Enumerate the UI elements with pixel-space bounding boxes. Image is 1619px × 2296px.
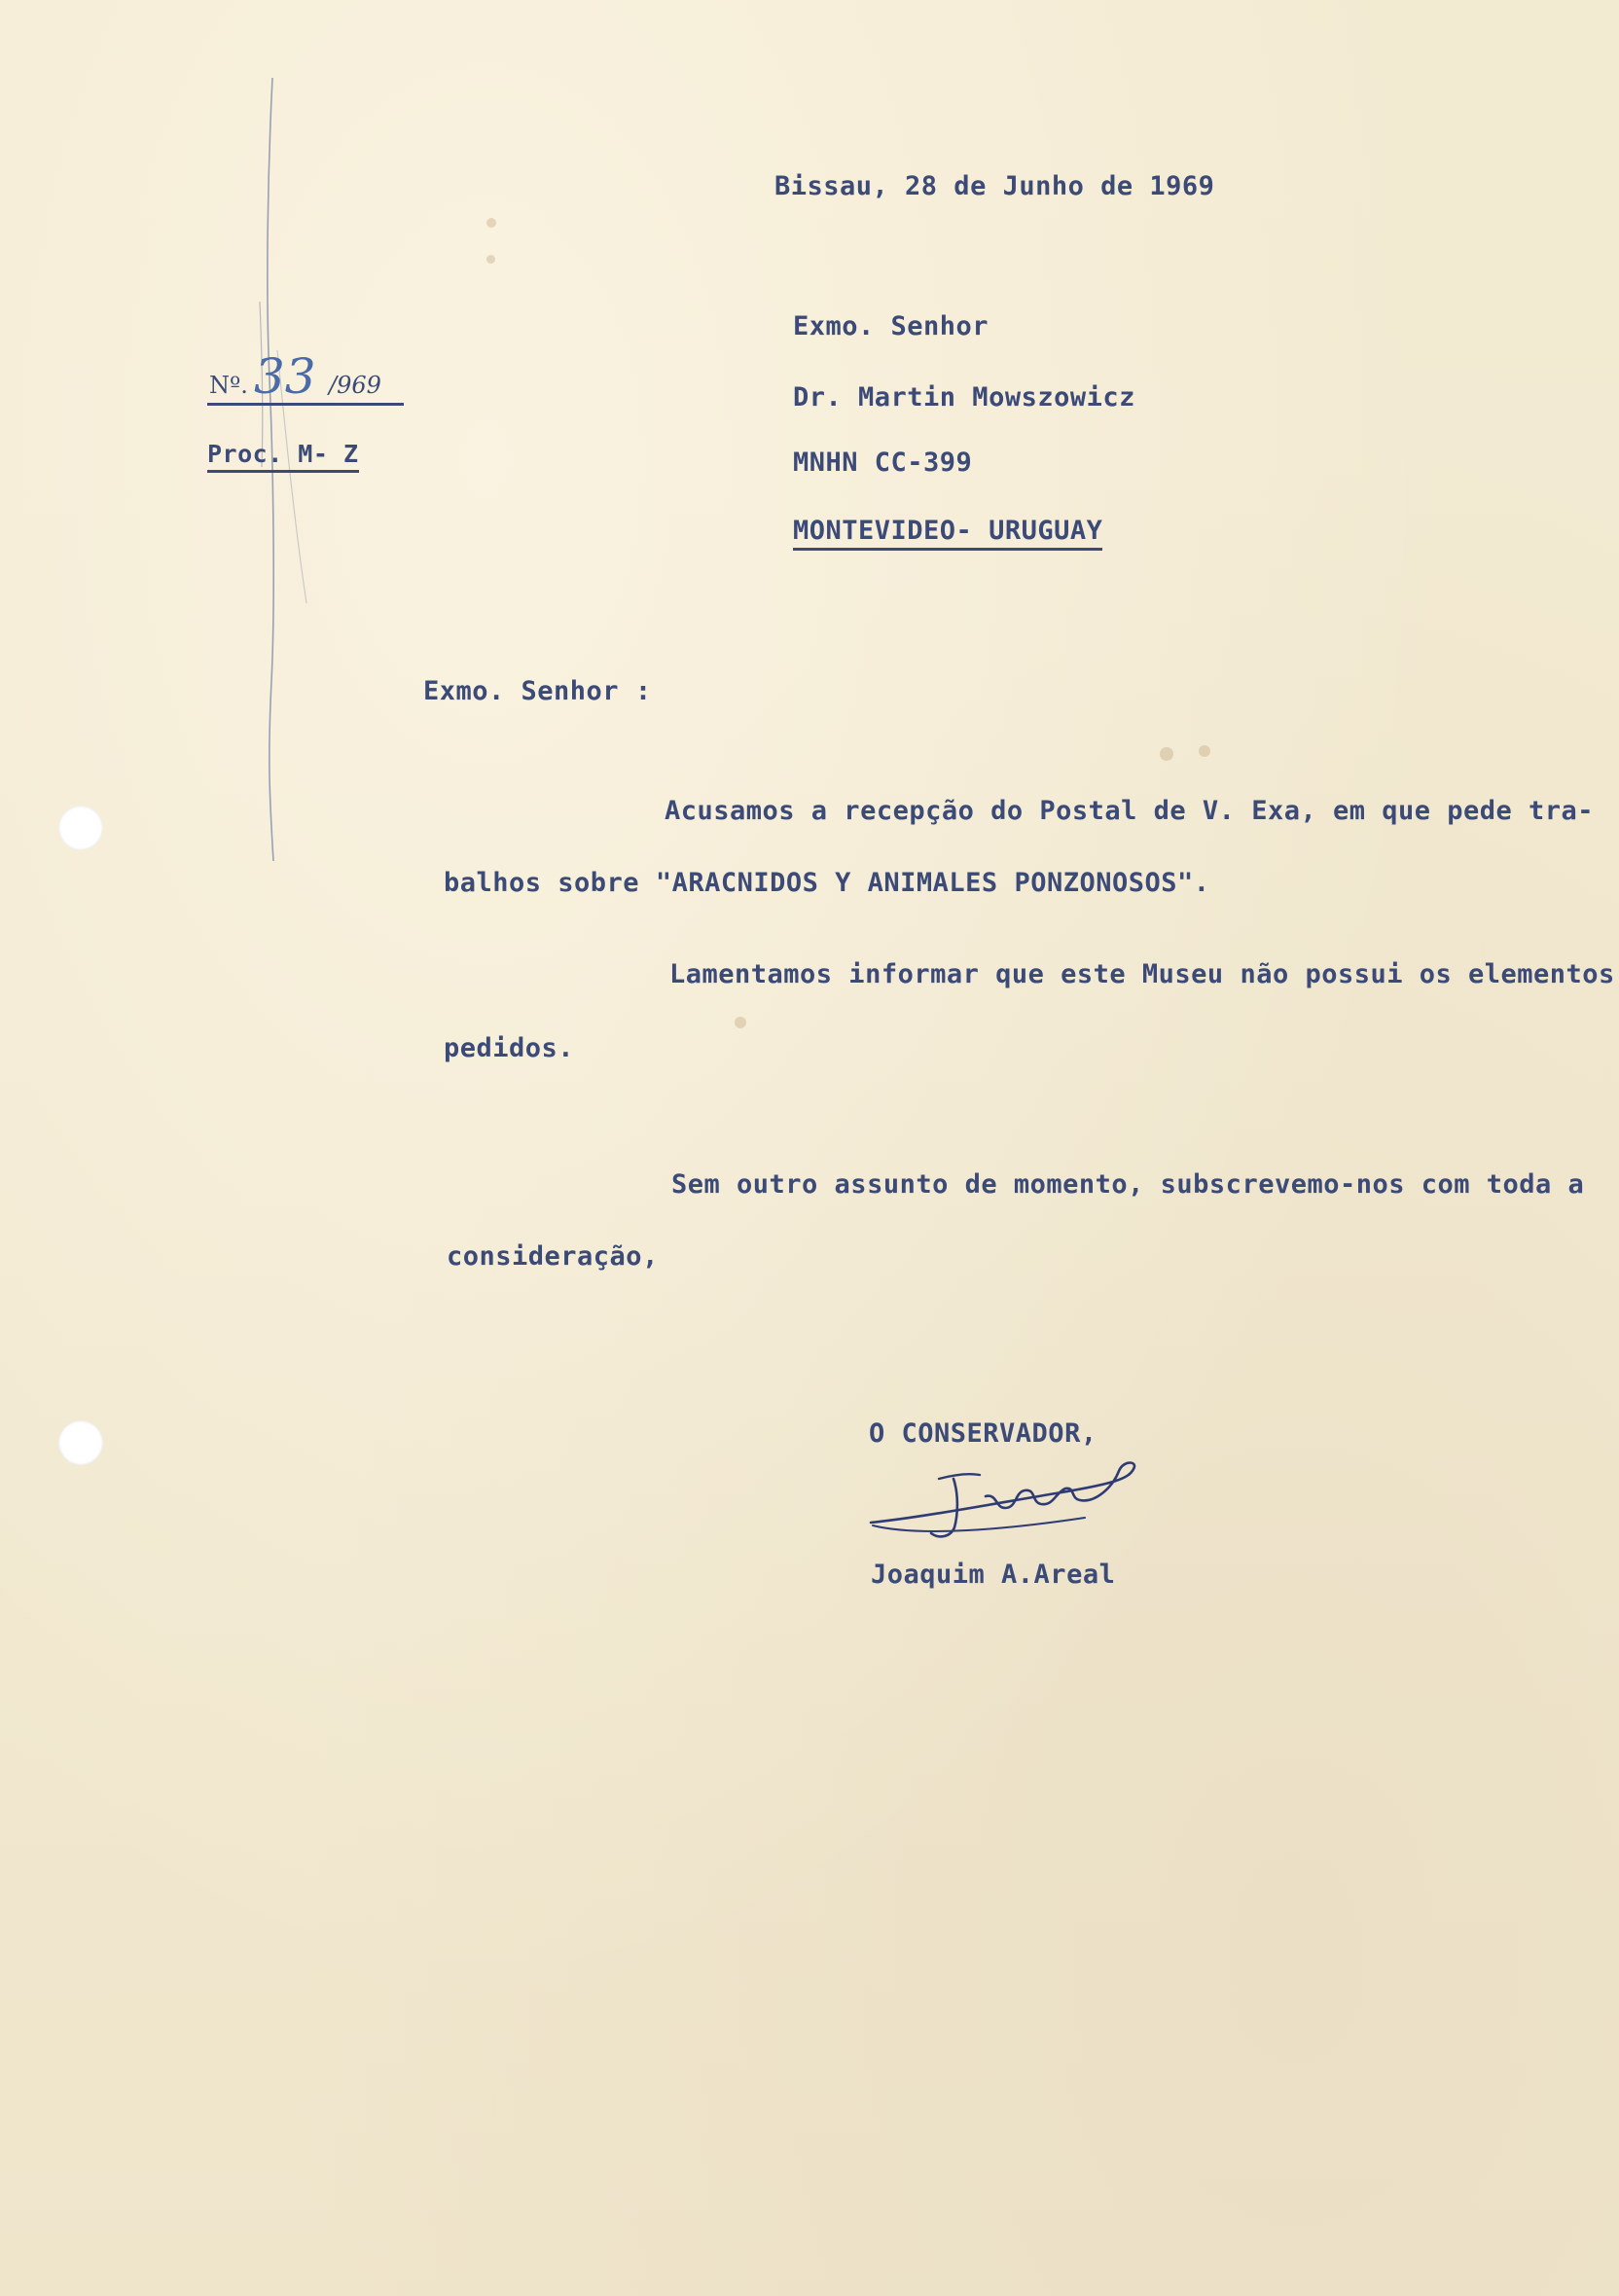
date-line: Bissau, 28 de Junho de 1969: [774, 171, 1215, 201]
reference-number-handwritten: 33: [254, 348, 316, 405]
body-paragraph-2-line-2: pedidos.: [444, 1033, 575, 1063]
stain-spot: [1199, 745, 1210, 757]
closing-title: O CONSERVADOR,: [869, 1418, 1097, 1449]
body-paragraph-1-line-2: balhos sobre "ARACNIDOS Y ANIMALES PONZONOSOS".: [444, 868, 1210, 898]
reference-process: Proc. M- Z: [207, 440, 359, 473]
signature-image: [861, 1450, 1153, 1557]
recipient-name: Dr. Martin Mowszowicz: [793, 382, 1135, 413]
greeting: Exmo. Senhor :: [423, 676, 652, 706]
stain-spot: [486, 255, 495, 264]
body-paragraph-2-line-1: Lamentamos informar que este Museu não possui os elementos: [669, 959, 1615, 989]
recipient-institution: MNHN CC-399: [793, 448, 973, 478]
recipient-salutation: Exmo. Senhor: [793, 311, 989, 341]
stain-spot: [735, 1017, 746, 1028]
stain-spot: [486, 218, 496, 228]
recipient-city: MONTEVIDEO- URUGUAY: [793, 516, 1102, 551]
punch-hole-bottom: [58, 1420, 103, 1465]
body-paragraph-3-line-2: consideração,: [447, 1241, 659, 1272]
signer-name: Joaquim A.Areal: [871, 1560, 1116, 1590]
body-paragraph-1-line-1: Acusamos a recepção do Postal de V. Exa, em que pede tra-: [665, 796, 1595, 826]
reference-number-suffix: /969: [329, 372, 381, 399]
punch-hole-top: [58, 806, 103, 850]
reference-number-prefix: Nº.: [209, 372, 248, 399]
stain-spot: [1160, 747, 1173, 761]
body-paragraph-3-line-1: Sem outro assunto de momento, subscrevemo-nos com toda a: [671, 1169, 1585, 1200]
reference-number: [207, 348, 404, 406]
